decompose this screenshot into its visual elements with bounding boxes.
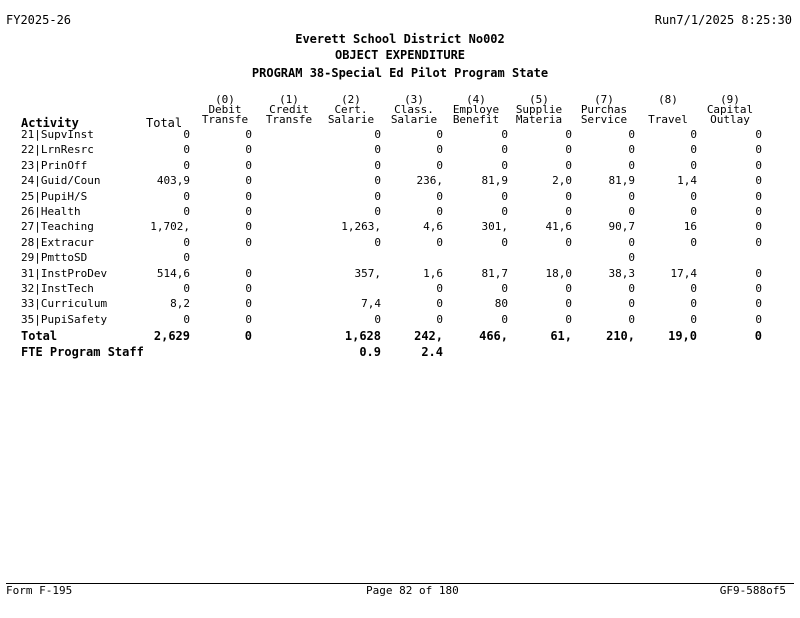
- value-cell: 0: [690, 189, 697, 203]
- value-cell: 0: [755, 189, 762, 203]
- value-cell: 4,6: [423, 220, 443, 234]
- total-cell: 2,629: [153, 329, 190, 343]
- value-cell: 17,4: [670, 266, 697, 280]
- run-info: Run7/1/2025 8:25:30: [654, 13, 792, 27]
- column-number: (4): [466, 93, 486, 106]
- value-cell: 19,0: [668, 329, 697, 343]
- value-cell: 0: [690, 128, 697, 141]
- column-header: [383, 95, 445, 125]
- value-cell: 2.4: [421, 345, 443, 359]
- value-cell: 7,4: [361, 297, 381, 311]
- value-cell: 0: [565, 189, 572, 203]
- value-cell: 0: [501, 189, 508, 203]
- value-cell: 466,: [479, 329, 508, 343]
- table-row: [0, 190, 800, 205]
- total-cell: 0: [183, 189, 190, 203]
- table-row: [0, 220, 800, 235]
- column-label-line1: Cert.: [334, 103, 368, 116]
- value-cell: 0: [501, 282, 508, 295]
- activity-cell: 28|Extracur: [21, 235, 94, 249]
- column-label-line1: Credit: [269, 103, 309, 116]
- value-cell: 0: [244, 329, 252, 343]
- value-cell: 0: [374, 189, 381, 203]
- total-cell: 403,9: [156, 174, 190, 188]
- value-cell: 0: [755, 128, 762, 141]
- value-cell: 61,: [550, 329, 572, 343]
- total-cell: 8,2: [170, 297, 190, 311]
- value-cell: 0.9: [359, 345, 381, 359]
- value-cell: 210,: [606, 329, 635, 343]
- column-number: (9): [720, 93, 740, 106]
- value-cell: 0: [565, 312, 572, 326]
- value-cell: 0: [436, 297, 443, 311]
- value-cell: 80: [494, 297, 508, 311]
- value-cell: 0: [374, 235, 381, 249]
- total-cell: 0: [183, 312, 190, 326]
- activity-cell: 22|LrnResrc: [21, 143, 94, 157]
- value-cell: 0: [628, 128, 635, 141]
- value-cell: 0: [436, 282, 443, 295]
- column-label-line1: Purchas: [580, 103, 628, 116]
- value-cell: 0: [755, 158, 762, 172]
- value-cell: 1,263,: [341, 220, 381, 234]
- value-cell: 0: [565, 158, 572, 172]
- value-cell: 0: [501, 235, 508, 249]
- value-cell: 0: [436, 143, 443, 157]
- value-cell: 81,9: [481, 174, 508, 188]
- activity-cell: 26|Health: [21, 205, 81, 218]
- activity-cell: 23|PrinOff: [21, 158, 88, 172]
- value-cell: 0: [374, 174, 381, 188]
- table-row: [0, 282, 800, 297]
- value-cell: 0: [755, 266, 762, 280]
- value-cell: 0: [436, 312, 443, 326]
- value-cell: 0: [690, 235, 697, 249]
- activity-cell: FTE Program Staff: [21, 345, 144, 359]
- value-cell: 0: [755, 174, 762, 188]
- column-label-line2: Salarie: [390, 113, 438, 126]
- value-cell: 2,0: [552, 174, 572, 188]
- value-cell: 0: [565, 297, 572, 311]
- activity-cell: 21|SupvInst: [21, 128, 94, 141]
- column-label-line1: Debit: [208, 103, 242, 116]
- value-cell: 1,4: [677, 174, 697, 188]
- value-cell: 0: [245, 189, 252, 203]
- activity-header: Activity: [21, 116, 79, 130]
- value-cell: 0: [690, 143, 697, 157]
- table-row: [0, 236, 800, 251]
- value-cell: 0: [374, 158, 381, 172]
- value-cell: 90,7: [608, 220, 635, 234]
- total-cell: 0: [183, 128, 190, 141]
- table-row: [0, 174, 800, 189]
- value-cell: 0: [755, 297, 762, 311]
- column-header: [320, 95, 382, 125]
- page-number: Page 82 of 180: [366, 584, 459, 597]
- activity-cell: 24|Guid/Coun: [21, 174, 101, 188]
- column-header: [508, 95, 570, 125]
- total-cell: 514,6: [156, 266, 190, 280]
- value-cell: 0: [501, 128, 508, 141]
- column-number: (0): [215, 93, 235, 106]
- value-cell: 301,: [481, 220, 508, 234]
- value-cell: 1,628: [344, 329, 381, 343]
- activity-cell: 35|PupiSafety: [21, 312, 108, 326]
- value-cell: 0: [245, 220, 252, 234]
- value-cell: 41,6: [545, 220, 572, 234]
- value-cell: 0: [565, 128, 572, 141]
- total-row: [0, 329, 800, 344]
- column-label-line1: Class.: [394, 103, 434, 116]
- value-cell: 357,: [354, 266, 381, 280]
- column-header: [637, 95, 699, 125]
- value-cell: 0: [501, 205, 508, 218]
- value-cell: 0: [565, 143, 572, 157]
- district-title: Everett School District No002: [295, 32, 505, 46]
- column-label-line1: Supplie: [515, 103, 563, 116]
- column-number: (7): [594, 93, 614, 106]
- activity-cell: 25|PupiH/S: [21, 189, 88, 203]
- value-cell: 81,9: [608, 174, 635, 188]
- value-cell: 0: [628, 158, 635, 172]
- value-cell: 0: [690, 158, 697, 172]
- column-header: [573, 95, 635, 125]
- column-label-line2: Materia: [515, 113, 563, 126]
- value-cell: 236,: [416, 174, 443, 188]
- column-label-line2: Transfe: [201, 113, 249, 126]
- table-row: [0, 159, 800, 174]
- value-cell: 0: [245, 143, 252, 157]
- value-cell: 0: [755, 220, 762, 234]
- value-cell: 18,0: [545, 266, 572, 280]
- value-cell: 0: [374, 128, 381, 141]
- value-cell: 0: [755, 143, 762, 157]
- form-number: Form F-195: [6, 584, 73, 597]
- value-cell: 0: [374, 312, 381, 326]
- value-cell: 0: [628, 189, 635, 203]
- value-cell: 0: [755, 205, 762, 218]
- column-number: (8): [658, 93, 678, 106]
- table-row: [0, 297, 800, 312]
- value-cell: 0: [690, 312, 697, 326]
- value-cell: 0: [501, 143, 508, 157]
- value-cell: 0: [245, 158, 252, 172]
- value-cell: 0: [628, 297, 635, 311]
- table-row: [0, 267, 800, 282]
- value-cell: 0: [628, 251, 635, 265]
- total-cell: 0: [183, 205, 190, 218]
- value-cell: 0: [245, 235, 252, 249]
- value-cell: 0: [245, 205, 252, 218]
- value-cell: 0: [628, 235, 635, 249]
- fiscal-year: FY2025-26: [6, 13, 72, 27]
- value-cell: 0: [436, 128, 443, 141]
- value-cell: 81,7: [481, 266, 508, 280]
- table-row: [0, 251, 800, 266]
- value-cell: 0: [436, 205, 443, 218]
- activity-cell: 31|InstProDev: [21, 266, 108, 280]
- value-cell: 0: [245, 128, 252, 141]
- value-cell: 0: [501, 158, 508, 172]
- form-code: GF9-588of5: [719, 584, 786, 597]
- activity-cell: 29|PmttoSD: [21, 251, 88, 265]
- activity-cell: 32|InstTech: [21, 282, 94, 295]
- value-cell: 0: [628, 205, 635, 218]
- table-row: [0, 313, 800, 328]
- value-cell: 0: [565, 282, 572, 295]
- table-row: [0, 143, 800, 158]
- column-header: [445, 95, 507, 125]
- value-cell: 0: [690, 282, 697, 295]
- column-label-line2: Transfe: [265, 113, 313, 126]
- column-number: (1): [279, 93, 299, 106]
- column-label-line2: Service: [580, 113, 628, 126]
- value-cell: 0: [755, 312, 762, 326]
- value-cell: 0: [690, 297, 697, 311]
- total-cell: 0: [183, 235, 190, 249]
- activity-cell: 27|Teaching: [21, 220, 94, 234]
- value-cell: 0: [436, 158, 443, 172]
- value-cell: 0: [374, 205, 381, 218]
- value-cell: 0: [245, 266, 252, 280]
- value-cell: 16: [683, 220, 697, 234]
- value-cell: 0: [755, 235, 762, 249]
- column-header: [258, 95, 320, 125]
- value-cell: 38,3: [608, 266, 635, 280]
- value-cell: 242,: [414, 329, 443, 343]
- activity-cell: Total: [21, 329, 58, 343]
- total-cell: 1,702,: [150, 220, 190, 234]
- column-label-line1: Employe: [452, 103, 500, 116]
- column-label-line2: Salarie: [327, 113, 375, 126]
- value-cell: 0: [754, 329, 762, 343]
- report-title: OBJECT EXPENDITURE: [334, 48, 466, 62]
- fte-row: [0, 345, 800, 360]
- activity-cell: 33|Curriculum: [21, 297, 108, 311]
- column-label-line2: Travel: [648, 113, 688, 126]
- column-header: [194, 95, 256, 125]
- total-cell: 0: [183, 282, 190, 295]
- value-cell: 0: [501, 312, 508, 326]
- value-cell: 0: [628, 312, 635, 326]
- column-label-line2: Benefit: [452, 113, 500, 126]
- column-label-line1: Capital: [706, 103, 754, 116]
- value-cell: 0: [565, 205, 572, 218]
- column-number: (5): [529, 93, 549, 106]
- table-row: [0, 205, 800, 220]
- value-cell: 0: [374, 143, 381, 157]
- value-cell: 0: [565, 235, 572, 249]
- value-cell: 0: [245, 174, 252, 188]
- table-row: [0, 128, 800, 143]
- value-cell: 0: [628, 282, 635, 295]
- value-cell: 0: [436, 189, 443, 203]
- column-number: (2): [341, 93, 361, 106]
- value-cell: 0: [245, 297, 252, 311]
- value-cell: 0: [436, 235, 443, 249]
- column-label-line2: Outlay: [710, 113, 750, 126]
- value-cell: 0: [245, 312, 252, 326]
- value-cell: 0: [755, 282, 762, 295]
- total-cell: 0: [183, 158, 190, 172]
- total-cell: 0: [183, 251, 190, 265]
- column-number: (3): [404, 93, 424, 106]
- column-header: [699, 95, 761, 125]
- program-title: PROGRAM 38-Special Ed Pilot Program State: [251, 66, 549, 80]
- value-cell: 0: [690, 205, 697, 218]
- total-cell: 0: [183, 143, 190, 157]
- value-cell: 1,6: [423, 266, 443, 280]
- value-cell: 0: [245, 282, 252, 295]
- total-header: Total: [146, 116, 183, 130]
- value-cell: 0: [628, 143, 635, 157]
